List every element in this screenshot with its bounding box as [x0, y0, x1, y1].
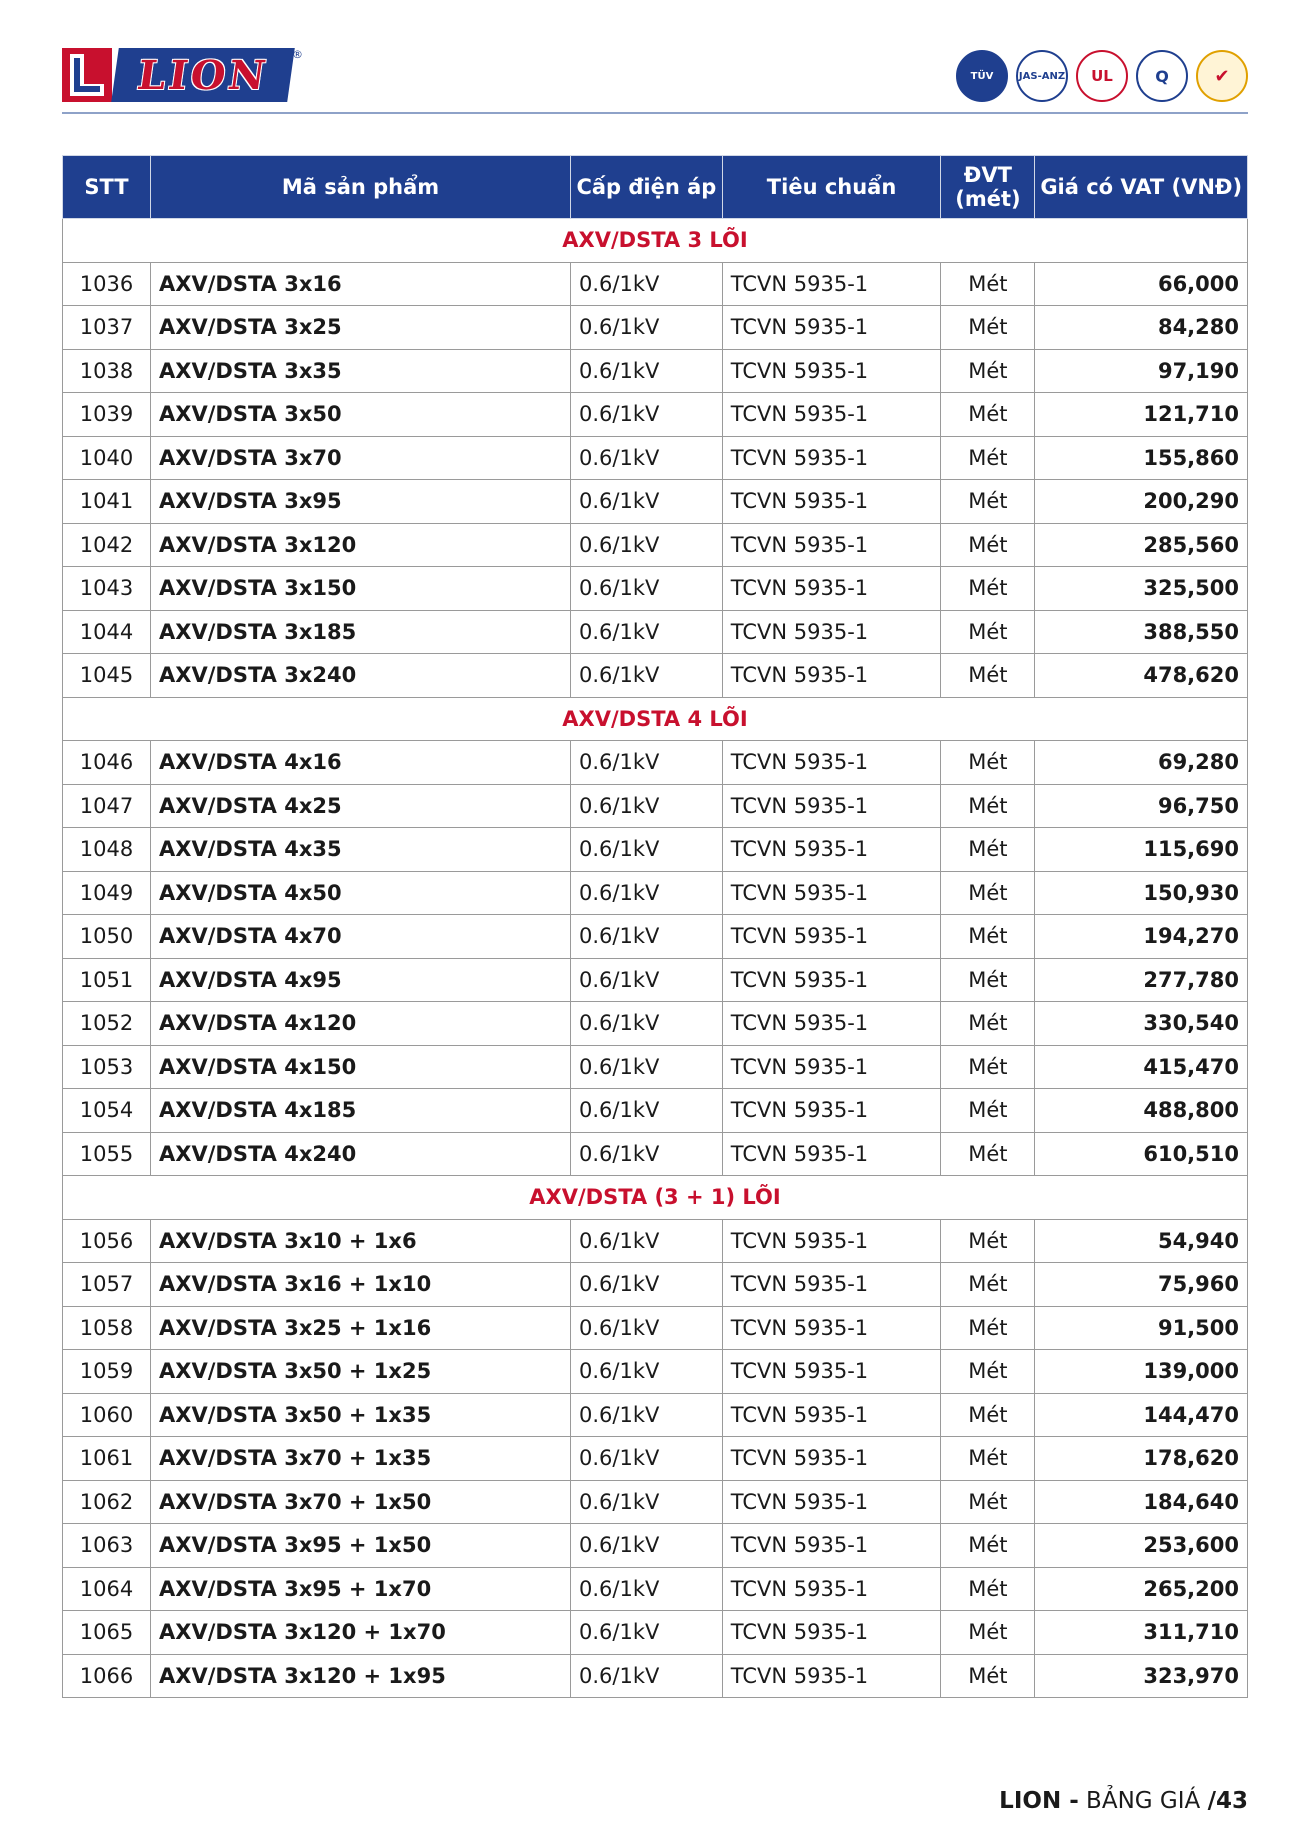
price-cell: 285,560: [1035, 523, 1248, 567]
standard-cell: TCVN 5935-1: [722, 1350, 941, 1394]
price-cell: 96,750: [1035, 784, 1248, 828]
unit-cell: Mét: [941, 1480, 1035, 1524]
price-cell: 330,540: [1035, 1002, 1248, 1046]
stt-cell: 1038: [63, 349, 151, 393]
unit-cell: Mét: [941, 1393, 1035, 1437]
voltage-cell: 0.6/1kV: [570, 958, 722, 1002]
col-price: Giá có VAT (VNĐ): [1035, 156, 1248, 219]
voltage-cell: 0.6/1kV: [570, 349, 722, 393]
voltage-cell: 0.6/1kV: [570, 915, 722, 959]
table-row: [63, 871, 1248, 915]
table-row: [63, 567, 1248, 611]
standard-cell: TCVN 5935-1: [722, 1132, 941, 1176]
product-code-cell: AXV/DSTA 3x35: [151, 349, 571, 393]
voltage-cell: 0.6/1kV: [570, 1089, 722, 1133]
price-cell: 200,290: [1035, 480, 1248, 524]
col-stt: STT: [63, 156, 151, 219]
standard-cell: TCVN 5935-1: [722, 393, 941, 437]
table-row: [63, 306, 1248, 350]
product-code-cell: AXV/DSTA 3x25: [151, 306, 571, 350]
price-cell: 253,600: [1035, 1524, 1248, 1568]
voltage-cell: 0.6/1kV: [570, 828, 722, 872]
product-code-cell: AXV/DSTA 4x95: [151, 958, 571, 1002]
standard-cell: TCVN 5935-1: [722, 1524, 941, 1568]
unit-cell: Mét: [941, 1045, 1035, 1089]
table-row: [63, 1089, 1248, 1133]
product-code-cell: AXV/DSTA 3x95 + 1x70: [151, 1567, 571, 1611]
standard-cell: TCVN 5935-1: [722, 1263, 941, 1307]
stt-cell: 1051: [63, 958, 151, 1002]
voltage-cell: 0.6/1kV: [570, 1437, 722, 1481]
unit-cell: Mét: [941, 1654, 1035, 1698]
lion-logo-icon: [62, 48, 112, 102]
price-cell: 311,710: [1035, 1611, 1248, 1655]
table-row: [63, 915, 1248, 959]
unit-cell: Mét: [941, 480, 1035, 524]
standard-cell: TCVN 5935-1: [722, 828, 941, 872]
voltage-cell: 0.6/1kV: [570, 741, 722, 785]
product-code-cell: AXV/DSTA 4x70: [151, 915, 571, 959]
page-header: [62, 44, 1248, 114]
standard-cell: TCVN 5935-1: [722, 958, 941, 1002]
product-code-cell: AXV/DSTA 3x50: [151, 393, 571, 437]
stt-cell: 1060: [63, 1393, 151, 1437]
page-footer: [999, 1788, 1248, 1814]
table-row: [63, 436, 1248, 480]
table-row: [63, 262, 1248, 306]
product-code-cell: AXV/DSTA 3x150: [151, 567, 571, 611]
unit-cell: Mét: [941, 1437, 1035, 1481]
standard-cell: TCVN 5935-1: [722, 567, 941, 611]
stt-cell: 1054: [63, 1089, 151, 1133]
unit-cell: Mét: [941, 262, 1035, 306]
table-row: [63, 349, 1248, 393]
section-row: [63, 697, 1248, 741]
voltage-cell: 0.6/1kV: [570, 567, 722, 611]
standard-cell: TCVN 5935-1: [722, 871, 941, 915]
unit-cell: Mét: [941, 1219, 1035, 1263]
unit-cell: Mét: [941, 393, 1035, 437]
voltage-cell: 0.6/1kV: [570, 1480, 722, 1524]
voltage-cell: 0.6/1kV: [570, 610, 722, 654]
voltage-cell: 0.6/1kV: [570, 480, 722, 524]
unit-cell: Mét: [941, 915, 1035, 959]
section-title: AXV/DSTA 3 LÕI: [63, 219, 1248, 263]
quality-cert-icon: Q: [1136, 50, 1188, 102]
standard-cell: TCVN 5935-1: [722, 1393, 941, 1437]
standard-cell: TCVN 5935-1: [722, 1045, 941, 1089]
table-row: [63, 741, 1248, 785]
stt-cell: 1037: [63, 306, 151, 350]
table-row: [63, 654, 1248, 698]
standard-cell: TCVN 5935-1: [722, 349, 941, 393]
standard-cell: TCVN 5935-1: [722, 306, 941, 350]
voltage-cell: 0.6/1kV: [570, 1132, 722, 1176]
voltage-cell: 0.6/1kV: [570, 306, 722, 350]
price-cell: 323,970: [1035, 1654, 1248, 1698]
stt-cell: 1059: [63, 1350, 151, 1394]
stt-cell: 1056: [63, 1219, 151, 1263]
voltage-cell: 0.6/1kV: [570, 654, 722, 698]
price-cell: 54,940: [1035, 1219, 1248, 1263]
voltage-cell: 0.6/1kV: [570, 1263, 722, 1307]
product-code-cell: AXV/DSTA 3x25 + 1x16: [151, 1306, 571, 1350]
unit-cell: Mét: [941, 567, 1035, 611]
price-cell: 178,620: [1035, 1437, 1248, 1481]
voltage-cell: 0.6/1kV: [570, 1393, 722, 1437]
registered-mark: ®: [292, 48, 303, 61]
product-code-cell: AXV/DSTA 3x120 + 1x70: [151, 1611, 571, 1655]
unit-cell: Mét: [941, 871, 1035, 915]
standard-cell: TCVN 5935-1: [722, 1089, 941, 1133]
price-cell: 97,190: [1035, 349, 1248, 393]
table-row: [63, 1306, 1248, 1350]
price-cell: 325,500: [1035, 567, 1248, 611]
price-cell: 265,200: [1035, 1567, 1248, 1611]
price-cell: 184,640: [1035, 1480, 1248, 1524]
voltage-cell: 0.6/1kV: [570, 1002, 722, 1046]
stt-cell: 1039: [63, 393, 151, 437]
stt-cell: 1058: [63, 1306, 151, 1350]
ul-cert-icon: UL: [1076, 50, 1128, 102]
stt-cell: 1066: [63, 1654, 151, 1698]
footer-title: BẢNG GIÁ: [1078, 1788, 1208, 1814]
table-header-row: [63, 156, 1248, 219]
tuv-cert-icon: TÜV: [956, 50, 1008, 102]
section-row: [63, 219, 1248, 263]
table-row: [63, 958, 1248, 1002]
product-code-cell: AXV/DSTA 4x120: [151, 1002, 571, 1046]
standard-cell: TCVN 5935-1: [722, 610, 941, 654]
stt-cell: 1045: [63, 654, 151, 698]
table-row: [63, 1480, 1248, 1524]
col-standard: Tiêu chuẩn: [722, 156, 941, 219]
table-row: [63, 1437, 1248, 1481]
price-cell: 388,550: [1035, 610, 1248, 654]
unit-cell: Mét: [941, 828, 1035, 872]
unit-cell: Mét: [941, 1306, 1035, 1350]
jas-anz-cert-icon: JAS-ANZ: [1016, 50, 1068, 102]
voltage-cell: 0.6/1kV: [570, 784, 722, 828]
product-code-cell: AXV/DSTA 3x16 + 1x10: [151, 1263, 571, 1307]
standard-cell: TCVN 5935-1: [722, 1437, 941, 1481]
section-title: AXV/DSTA (3 + 1) LÕI: [63, 1176, 1248, 1220]
header-divider: [62, 112, 1248, 114]
unit-cell: Mét: [941, 1350, 1035, 1394]
stt-cell: 1062: [63, 1480, 151, 1524]
table-row: [63, 480, 1248, 524]
standard-cell: TCVN 5935-1: [722, 262, 941, 306]
section-title: AXV/DSTA 4 LÕI: [63, 697, 1248, 741]
table-row: [63, 1350, 1248, 1394]
voltage-cell: 0.6/1kV: [570, 1350, 722, 1394]
stt-cell: 1041: [63, 480, 151, 524]
voltage-cell: 0.6/1kV: [570, 1219, 722, 1263]
table-row: [63, 1393, 1248, 1437]
stt-cell: 1040: [63, 436, 151, 480]
product-code-cell: AXV/DSTA 3x95 + 1x50: [151, 1524, 571, 1568]
stt-cell: 1055: [63, 1132, 151, 1176]
price-cell: 139,000: [1035, 1350, 1248, 1394]
col-product-code: Mã sản phẩm: [151, 156, 571, 219]
product-code-cell: AXV/DSTA 3x95: [151, 480, 571, 524]
product-code-cell: AXV/DSTA 4x150: [151, 1045, 571, 1089]
stt-cell: 1065: [63, 1611, 151, 1655]
voltage-cell: 0.6/1kV: [570, 1045, 722, 1089]
stt-cell: 1050: [63, 915, 151, 959]
product-code-cell: AXV/DSTA 4x16: [151, 741, 571, 785]
price-cell: 75,960: [1035, 1263, 1248, 1307]
price-cell: 69,280: [1035, 741, 1248, 785]
stt-cell: 1061: [63, 1437, 151, 1481]
unit-cell: Mét: [941, 349, 1035, 393]
stt-cell: 1057: [63, 1263, 151, 1307]
unit-cell: Mét: [941, 610, 1035, 654]
price-cell: 155,860: [1035, 436, 1248, 480]
voltage-cell: 0.6/1kV: [570, 1611, 722, 1655]
product-code-cell: AXV/DSTA 4x25: [151, 784, 571, 828]
table-row: [63, 1219, 1248, 1263]
standard-cell: TCVN 5935-1: [722, 784, 941, 828]
product-code-cell: AXV/DSTA 4x50: [151, 871, 571, 915]
vn-quality-cert-icon: ✔: [1196, 50, 1248, 102]
price-cell: 144,470: [1035, 1393, 1248, 1437]
col-voltage: Cấp điện áp: [570, 156, 722, 219]
brand-name: LION: [111, 48, 295, 102]
stt-cell: 1052: [63, 1002, 151, 1046]
standard-cell: TCVN 5935-1: [722, 480, 941, 524]
price-cell: 277,780: [1035, 958, 1248, 1002]
price-table: [62, 155, 1248, 1698]
product-code-cell: AXV/DSTA 3x120: [151, 523, 571, 567]
voltage-cell: 0.6/1kV: [570, 436, 722, 480]
unit-cell: Mét: [941, 436, 1035, 480]
product-code-cell: AXV/DSTA 3x240: [151, 654, 571, 698]
voltage-cell: 0.6/1kV: [570, 871, 722, 915]
price-cell: 150,930: [1035, 871, 1248, 915]
stt-cell: 1048: [63, 828, 151, 872]
standard-cell: TCVN 5935-1: [722, 654, 941, 698]
table-row: [63, 523, 1248, 567]
price-cell: 415,470: [1035, 1045, 1248, 1089]
price-cell: 194,270: [1035, 915, 1248, 959]
voltage-cell: 0.6/1kV: [570, 1567, 722, 1611]
voltage-cell: 0.6/1kV: [570, 1306, 722, 1350]
table-row: [63, 1611, 1248, 1655]
standard-cell: TCVN 5935-1: [722, 1306, 941, 1350]
unit-cell: Mét: [941, 654, 1035, 698]
unit-cell: Mét: [941, 1567, 1035, 1611]
product-code-cell: AXV/DSTA 3x70: [151, 436, 571, 480]
stt-cell: 1047: [63, 784, 151, 828]
price-cell: 91,500: [1035, 1306, 1248, 1350]
standard-cell: TCVN 5935-1: [722, 915, 941, 959]
voltage-cell: 0.6/1kV: [570, 262, 722, 306]
stt-cell: 1042: [63, 523, 151, 567]
product-code-cell: AXV/DSTA 3x70 + 1x50: [151, 1480, 571, 1524]
product-code-cell: AXV/DSTA 3x185: [151, 610, 571, 654]
table-row: [63, 784, 1248, 828]
unit-cell: Mét: [941, 784, 1035, 828]
unit-cell: Mét: [941, 1263, 1035, 1307]
product-code-cell: AXV/DSTA 3x10 + 1x6: [151, 1219, 571, 1263]
product-code-cell: AXV/DSTA 3x70 + 1x35: [151, 1437, 571, 1481]
certification-badges: [956, 50, 1248, 102]
price-table-body: [63, 219, 1248, 1698]
product-code-cell: AXV/DSTA 4x35: [151, 828, 571, 872]
standard-cell: TCVN 5935-1: [722, 1567, 941, 1611]
stt-cell: 1046: [63, 741, 151, 785]
product-code-cell: AXV/DSTA 3x16: [151, 262, 571, 306]
stt-cell: 1053: [63, 1045, 151, 1089]
unit-cell: Mét: [941, 958, 1035, 1002]
voltage-cell: 0.6/1kV: [570, 393, 722, 437]
product-code-cell: AXV/DSTA 4x240: [151, 1132, 571, 1176]
section-row: [63, 1176, 1248, 1220]
standard-cell: TCVN 5935-1: [722, 1219, 941, 1263]
product-code-cell: AXV/DSTA 3x50 + 1x25: [151, 1350, 571, 1394]
unit-cell: Mét: [941, 1002, 1035, 1046]
standard-cell: TCVN 5935-1: [722, 1611, 941, 1655]
unit-cell: Mét: [941, 741, 1035, 785]
unit-cell: Mét: [941, 1611, 1035, 1655]
product-code-cell: AXV/DSTA 4x185: [151, 1089, 571, 1133]
footer-brand: LION -: [999, 1788, 1079, 1814]
standard-cell: TCVN 5935-1: [722, 1654, 941, 1698]
table-row: [63, 1654, 1248, 1698]
table-row: [63, 393, 1248, 437]
stt-cell: 1043: [63, 567, 151, 611]
price-cell: 478,620: [1035, 654, 1248, 698]
voltage-cell: 0.6/1kV: [570, 523, 722, 567]
col-unit: ĐVT (mét): [941, 156, 1035, 219]
stt-cell: 1049: [63, 871, 151, 915]
page-number: /43: [1207, 1788, 1248, 1814]
unit-cell: Mét: [941, 523, 1035, 567]
standard-cell: TCVN 5935-1: [722, 1002, 941, 1046]
voltage-cell: 0.6/1kV: [570, 1654, 722, 1698]
stt-cell: 1063: [63, 1524, 151, 1568]
unit-cell: Mét: [941, 1089, 1035, 1133]
table-row: [63, 1045, 1248, 1089]
standard-cell: TCVN 5935-1: [722, 1480, 941, 1524]
price-cell: 115,690: [1035, 828, 1248, 872]
table-row: [63, 1524, 1248, 1568]
table-row: [63, 1263, 1248, 1307]
standard-cell: TCVN 5935-1: [722, 741, 941, 785]
price-cell: 488,800: [1035, 1089, 1248, 1133]
table-row: [63, 828, 1248, 872]
price-cell: 84,280: [1035, 306, 1248, 350]
standard-cell: TCVN 5935-1: [722, 436, 941, 480]
unit-cell: Mét: [941, 1132, 1035, 1176]
stt-cell: 1044: [63, 610, 151, 654]
table-row: [63, 1002, 1248, 1046]
stt-cell: 1064: [63, 1567, 151, 1611]
price-cell: 66,000: [1035, 262, 1248, 306]
table-row: [63, 1567, 1248, 1611]
voltage-cell: 0.6/1kV: [570, 1524, 722, 1568]
price-cell: 121,710: [1035, 393, 1248, 437]
table-row: [63, 610, 1248, 654]
lion-logo: [62, 48, 303, 102]
unit-cell: Mét: [941, 306, 1035, 350]
product-code-cell: AXV/DSTA 3x50 + 1x35: [151, 1393, 571, 1437]
product-code-cell: AXV/DSTA 3x120 + 1x95: [151, 1654, 571, 1698]
standard-cell: TCVN 5935-1: [722, 523, 941, 567]
price-cell: 610,510: [1035, 1132, 1248, 1176]
stt-cell: 1036: [63, 262, 151, 306]
unit-cell: Mét: [941, 1524, 1035, 1568]
table-row: [63, 1132, 1248, 1176]
